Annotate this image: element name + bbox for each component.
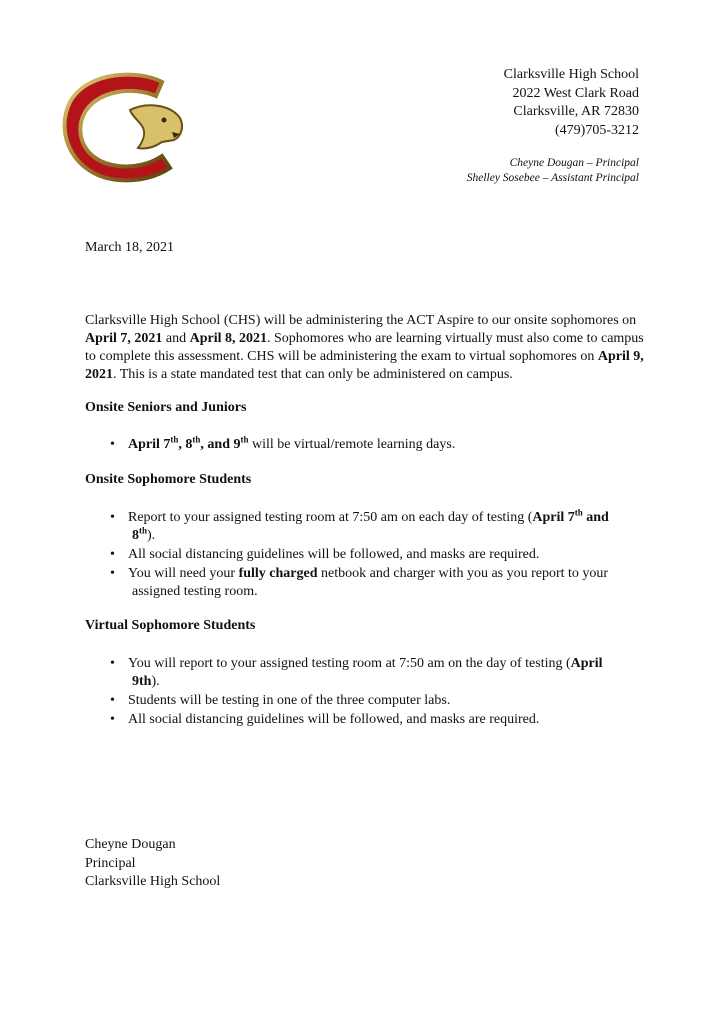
signer-title: Principal [85,855,136,871]
phone-number: (479)705-3212 [555,122,639,138]
intro-text: . This is a state mandated test that can only be administered on campus. [113,367,513,382]
principal-line: Cheyne Dougan – Principal [509,157,639,169]
bold-text: April [570,656,603,671]
letter-date: March 18, 2021 [85,240,175,255]
intro-text: Clarksville High School (CHS) will be administering the ACT Aspire to our onsite sophomores on [85,313,637,328]
intro-date-3: April 9, 2021 [85,349,644,382]
school-name: Clarksville High School [503,67,639,82]
bold-text: April 7 [128,437,171,452]
item-text: You will need your [128,566,239,581]
intro-date-2: April 8, 2021 [189,331,267,346]
list-item: • All social distancing guidelines will be followed, and masks are required. [85,711,645,729]
cougar-head-icon [130,105,182,148]
intro-text: . Sophomores who are learning virtually must also come to campus to complete this assessment. CHS will be administering the exam to virtual sophomores on [85,331,644,364]
item-text: You will report to your assigned testing room at 7:50 am on the day of testing ( [128,656,571,671]
bold-text: 8 [132,528,139,543]
item-text: Report to your assigned testing room at 7:50 am on each day of testing ( [128,510,533,525]
intro-date-1: April 7, 2021 [85,331,163,346]
list-item: • Students will be testing in one of the three computer labs. [85,692,645,710]
bold-text: fully charged [238,566,318,581]
bold-text: and [582,510,609,525]
city-state-zip: Clarksville, AR 72830 [513,104,639,119]
school-logo [60,72,186,184]
list-item [85,655,645,691]
section-heading-seniors: Onsite Seniors and Juniors [85,400,247,415]
list-item [85,509,645,545]
superscript: th [240,434,249,445]
list-item [85,565,645,601]
list-item [85,436,645,454]
assistant-principal-line: Shelley Sosebee – Assistant Principal [466,172,639,184]
item-text: netbook and charger with you as you report to your [317,566,609,581]
superscript: th [139,525,148,536]
item-text: ). [147,528,156,543]
street-address: 2022 West Clark Road [512,85,639,101]
staff-block [467,156,639,186]
intro-paragraph [85,312,645,384]
section-heading-virtual: Virtual Sophomore Students [85,618,256,633]
bold-text: April 7 [532,510,575,525]
signer-school: Clarksville High School [85,874,221,889]
item-text: assigned testing room. [132,584,258,599]
bold-text: , 8 [178,437,193,452]
signer-name: Cheyne Dougan [85,837,176,852]
list-item: • All social distancing guidelines will be followed, and masks are required. [85,546,645,564]
bold-text: , and 9 [200,437,241,452]
seniors-list [85,436,645,455]
item-text: will be virtual/remote learning days. [248,437,456,452]
intro-text: and [162,331,190,346]
superscript: th [574,507,583,518]
bold-text: 9th [132,674,152,689]
item-text: ). [151,674,160,689]
superscript: th [170,434,179,445]
virtual-list [85,655,645,730]
superscript: th [192,434,201,445]
school-address-block [504,66,639,140]
section-heading-sophomores: Onsite Sophomore Students [85,472,252,487]
closing-signature-block [85,836,220,892]
sophomores-list [85,509,645,602]
